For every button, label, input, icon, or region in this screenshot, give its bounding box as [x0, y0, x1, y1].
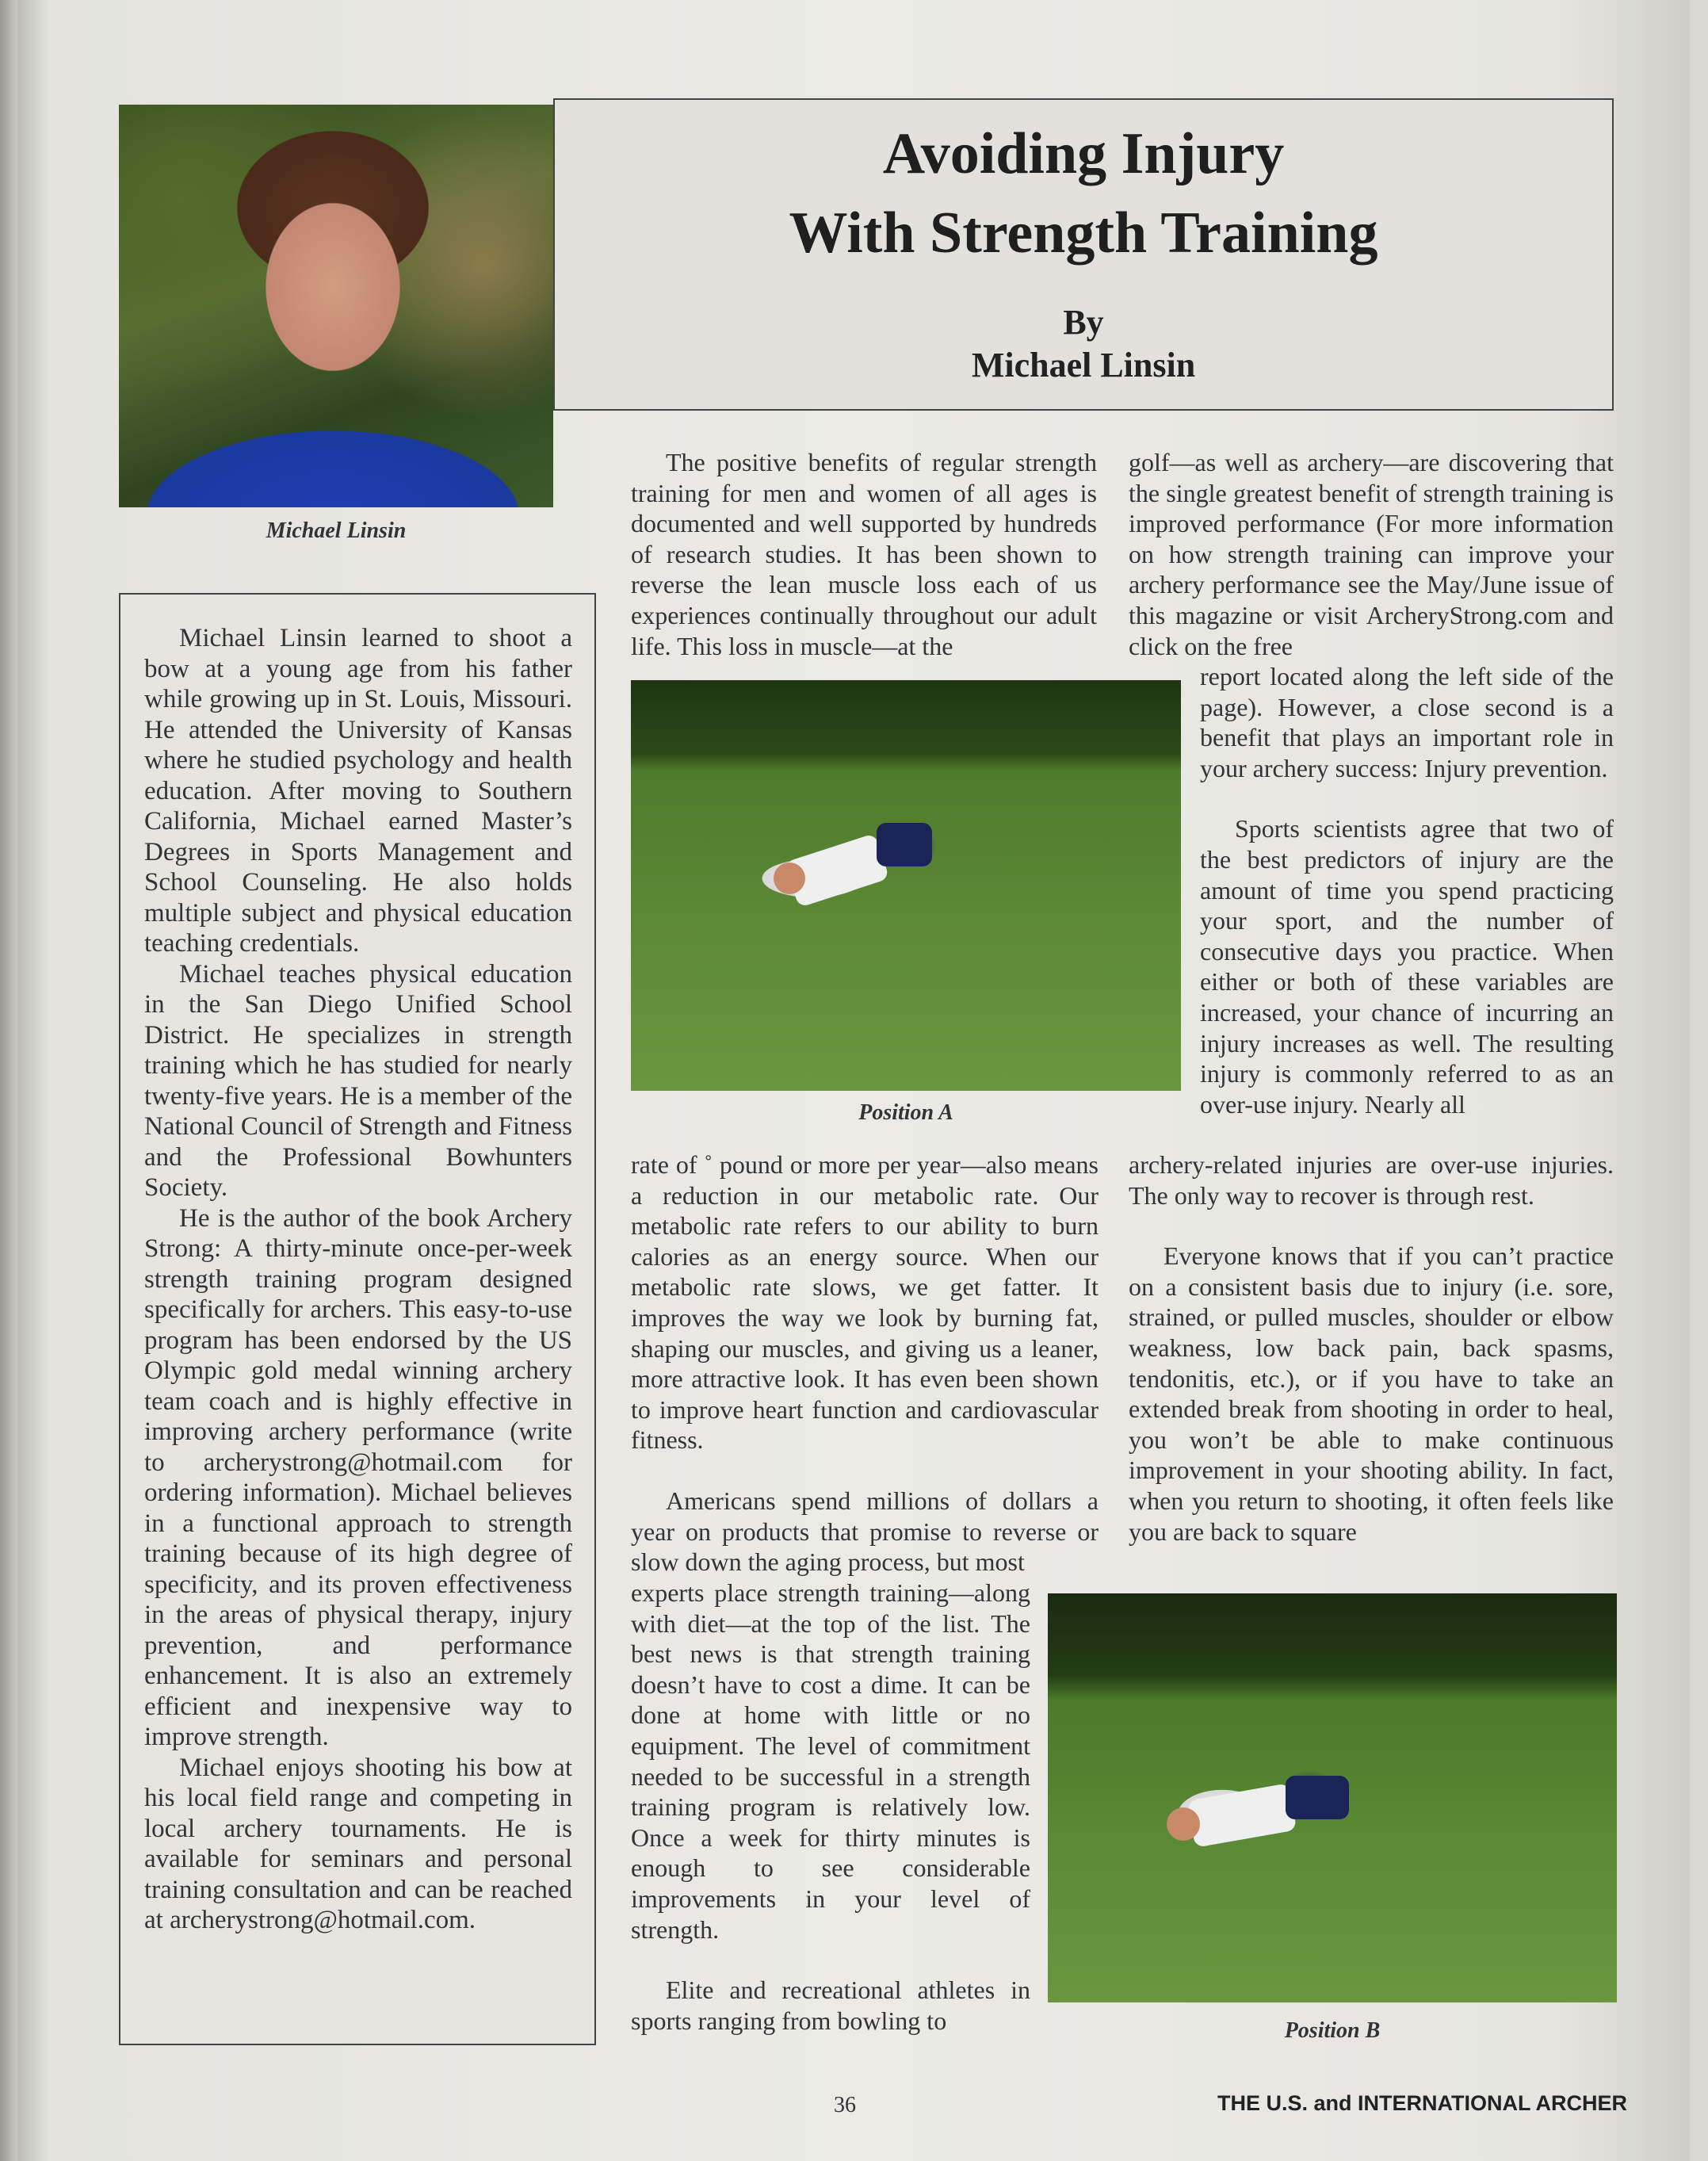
athlete-head: [1167, 1807, 1200, 1841]
column1-middle: [631, 1149, 1099, 1578]
col2-paragraph-1: golf—as well as archery—are discovering that the single greatest benefit of strength training is improved performance (For more information on how strength training can improve your archery performance see the May/June issue of this magazine or visit ArcheryStrong.com and click on the free: [1129, 448, 1614, 660]
byline-author: Michael Linsin: [971, 346, 1196, 384]
page-spine-shadow: [0, 0, 17, 2161]
col1-paragraph-3: Elite and recreational athletes in sports ranging from bowling to: [631, 1975, 1030, 2035]
position-a-caption: Position A: [858, 1100, 953, 1125]
position-a-photo: [631, 680, 1181, 1091]
col2-paragraph-2-cont: archery-related injuries are over-use injuries. The only way to recover is through rest.: [1129, 1150, 1614, 1210]
column2-wrap: [1200, 661, 1614, 1119]
magazine-name: THE U.S. and INTERNATIONAL ARCHER: [1217, 2091, 1628, 2115]
bio-paragraph: Michael teaches physical education in the San Diego Unified School District. He specializes in strength training which he has studied for nearly twenty-five years. He is a member of the National Council of Strength and Fitness and the Professional Bowhunters Society.: [144, 959, 572, 1202]
author-photo: [119, 105, 553, 507]
col1-paragraph-2-cont: experts place strength training—along with diet—at the top of the list. The best news is that strength training doesn’t have to cost a dime. It can be done at home with little or no equipment. The level of commitment needed to be successful in a strength training program is relatively low. Once a week for thirty minutes is enough to see considerable improvements in your level of strength.: [631, 1578, 1030, 1944]
athlete-head: [774, 862, 805, 894]
column1-top: [631, 447, 1097, 661]
col2-paragraph-1-cont: report located along the left side of the page). However, a close second is a benefit that plays an important role in your archery success: Injury prevention.: [1200, 662, 1614, 782]
bio-paragraph: He is the author of the book Archery Strong: A thirty-minute once-per-week strength training program designed specifically for archers. This easy-to-use program has been endorsed by the US Olympic gold medal winning archery team coach and is highly effective in improving archery performance (write to archerystrong@hotmail.com for ordering information). Michael believes in a functional approach to strength training because of its high degree of specificity, and its proven effectiveness in the areas of physical therapy, injury prevention, and performance enhancement. It is also an extremely efficient and inexpensive way to improve strength.: [144, 1203, 572, 1751]
author-bio-text: [144, 623, 572, 1936]
author-bio-box: [119, 593, 596, 2045]
article-title-line1: Avoiding Injury: [882, 121, 1285, 186]
col1-paragraph-2: Americans spend millions of dollars a year on products that promise to reverse or slow down the aging process, but most: [631, 1486, 1099, 1577]
col1-paragraph-1: The positive benefits of regular strength training for men and women of all ages is documented and well supported by hundreds of research studies. It has been shown to reverse the lean muscle loss each of us experiences continually throughout our adult life. This loss in muscle—at the: [631, 448, 1097, 660]
col2-paragraph-3: Everyone knows that if you can’t practice on a consistent basis due to injury (i.e. sore, strained, or pulled muscles, shoulder or elbow weakness, low back pain, back spasms, tendonitis, etc.), or if you have to take an extended break from shooting in order to heal, you won’t be able to make continuous improvement in your shooting ability. In fact, when you return to shooting, it often feels like you are back to square: [1129, 1241, 1614, 1546]
page-number: 36: [834, 2093, 856, 2117]
column2-lower: [1129, 1149, 1614, 1547]
column1-bottom: [631, 1578, 1030, 2036]
athlete-shorts: [877, 823, 932, 866]
column2-top: [1129, 447, 1614, 661]
athlete-figure: [1187, 1783, 1297, 1848]
byline-by: By: [1063, 303, 1104, 342]
col1-paragraph-1-cont: rate of ˚ pound or more per year—also means a reduction in our metabolic rate. Our metabolic rate refers to our ability to burn calories as an energy source. When our metabolic rate slows, we get fatter. It improves the way we look by burning fat, shaping our muscles, and giving us a leaner, more attractive look. It has even been shown to improve heart function and cardiovascular fitness.: [631, 1150, 1099, 1455]
bio-paragraph: Michael Linsin learned to shoot a bow at a young age from his father while growing up in St. Louis, Missouri. He attended the University of Kansas where he studied psychology and health education. After moving to Southern California, Michael earned Master’s Degrees in Sports Management and School Counseling. He also holds multiple subject and physical education teaching credentials.: [144, 624, 572, 958]
position-b-caption: Position B: [1284, 2018, 1381, 2043]
title-box: [553, 98, 1614, 411]
article-title-line2: With Strength Training: [789, 201, 1378, 266]
author-photo-caption: Michael Linsin: [266, 518, 407, 543]
bio-paragraph: Michael enjoys shooting his bow at his local field range and competing in local archery tournaments. He is available for seminars and personal training consultation and can be reached at archerystrong@hotmail.com.: [144, 1753, 572, 1934]
athlete-shorts: [1286, 1776, 1349, 1819]
col2-paragraph-2: Sports scientists agree that two of the best predictors of injury are the amount of time you spend practicing your sport, and the number of consecutive days you practice. When either or both of these variables are increased, your chance of incurring an injury increases as well. The resulting injury is commonly referred to as an over-use injury. Nearly all: [1200, 814, 1614, 1119]
position-b-photo: [1048, 1593, 1617, 2002]
